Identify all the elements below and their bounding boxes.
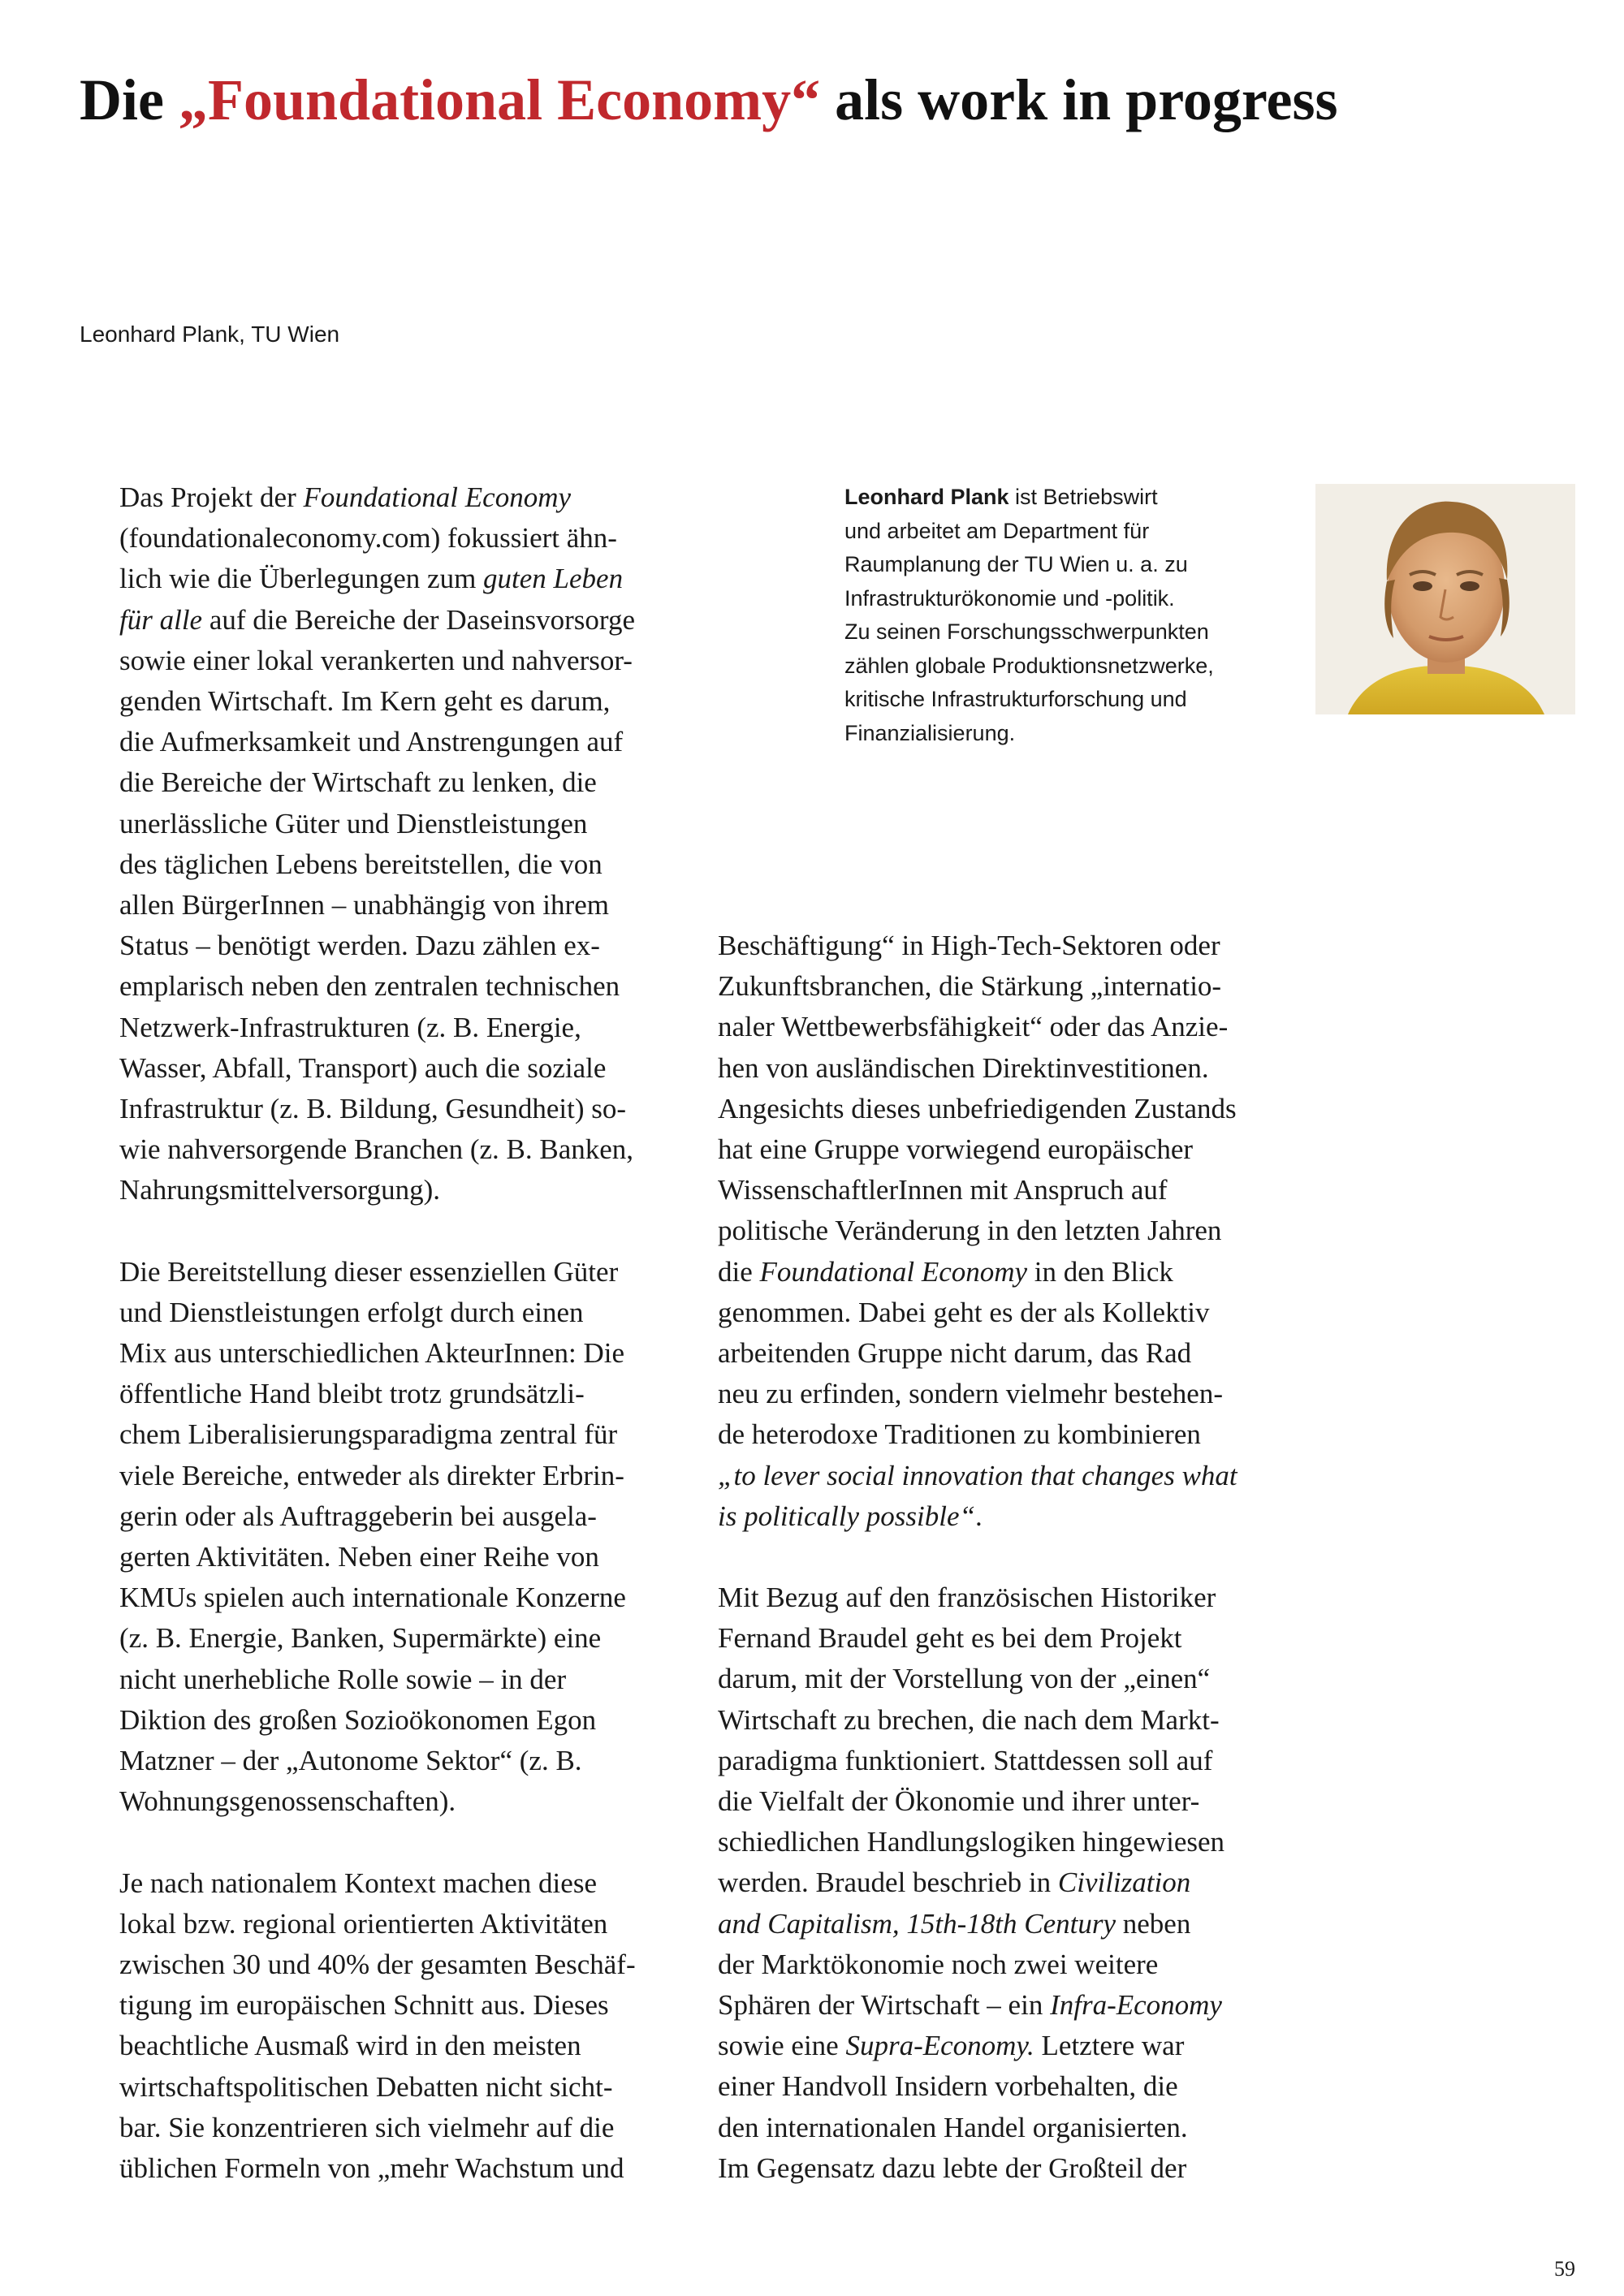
text-line: (z. B. Energie, Banken, Supermärkte) eine bbox=[119, 1622, 602, 1655]
text-line: Mit Bezug auf den französischen Historiker bbox=[718, 1582, 1216, 1614]
text-line: genommen. Dabei geht es der als Kollektiv bbox=[718, 1296, 1210, 1328]
title-prefix: Die bbox=[80, 67, 179, 132]
text-line: hen von ausländischen Direktinvestitionen. bbox=[718, 1051, 1209, 1084]
text-line: WissenschaftlerInnen mit Anspruch auf bbox=[718, 1174, 1168, 1206]
text-line: bar. Sie konzentrieren sich vielmehr auf die bbox=[119, 2111, 615, 2143]
text-line: wie nahversorgende Branchen (z. B. Banken, bbox=[119, 1133, 634, 1166]
paragraph bbox=[119, 1252, 688, 1823]
text-line: Angesichts dieses unbefriedigenden Zustands bbox=[718, 1092, 1237, 1124]
paragraph bbox=[718, 926, 1302, 1537]
text-line: Im Gegensatz dazu lebte der Großteil der bbox=[718, 2151, 1187, 2184]
text-line: Mix aus unterschiedlichen AkteurInnen: Die bbox=[119, 1337, 625, 1370]
text-line: genden Wirtschaft. Im Kern geht es darum, bbox=[119, 685, 611, 718]
text-line: darum, mit der Vorstellung von der „einen“ bbox=[718, 1663, 1211, 1695]
text-line: Fernand Braudel geht es bei dem Projekt bbox=[718, 1622, 1182, 1655]
text-line: Die Bereitstellung dieser essenziellen Güter bbox=[119, 1255, 619, 1288]
text-line: Zukunftsbranchen, die Stärkung „internatio- bbox=[718, 970, 1222, 1003]
paragraph bbox=[119, 1863, 688, 2190]
text-line: der Marktökonomie noch zwei weitere bbox=[718, 1948, 1159, 1980]
text-line: Je nach nationalem Kontext machen diese bbox=[119, 1867, 597, 1899]
left-text-column bbox=[119, 477, 688, 2189]
right-text-column bbox=[718, 926, 1302, 2189]
bio-line: Finanzialisierung. bbox=[844, 720, 1016, 745]
bio-line: Zu seinen Forschungsschwerpunkten bbox=[844, 619, 1209, 644]
text-line: zwischen 30 und 40% der gesamten Beschäf- bbox=[119, 1948, 636, 1980]
title-highlight: „Foundational Economy“ bbox=[178, 67, 821, 132]
text-line: sowie einer lokal verankerten und nahversor- bbox=[119, 644, 633, 676]
text-line: neu zu erfinden, sondern vielmehr bestehen- bbox=[718, 1378, 1223, 1410]
text-line: für alle auf die Bereiche der Daseinsvorsorge bbox=[119, 603, 635, 636]
article-title bbox=[80, 63, 1574, 136]
text-line: sowie eine Supra-Economy. Letztere war bbox=[718, 2030, 1185, 2062]
text-line: den internationalen Handel organisierten. bbox=[718, 2111, 1188, 2143]
text-line: paradigma funktioniert. Stattdessen soll auf bbox=[718, 1744, 1213, 1776]
text-line: lokal bzw. regional orientierten Aktivitäten bbox=[119, 1907, 608, 1940]
text-line: Infrastruktur (z. B. Bildung, Gesundheit) so- bbox=[119, 1093, 627, 1125]
text-line: politische Veränderung in den letzten Jahren bbox=[718, 1215, 1222, 1247]
text-line: Nahrungsmittelversorgung). bbox=[119, 1174, 440, 1206]
text-line: Status – benötigt werden. Dazu zählen ex- bbox=[119, 930, 600, 962]
text-line: allen BürgerInnen – unabhängig von ihrem bbox=[119, 889, 609, 921]
text-line: and Capitalism, 15th-18th Century neben bbox=[718, 1907, 1191, 1940]
text-line: Beschäftigung“ in High-Tech-Sektoren oder bbox=[718, 930, 1220, 961]
text-line: Diktion des großen Sozioökonomen Egon bbox=[119, 1703, 597, 1736]
text-line: Netzwerk-Infrastrukturen (z. B. Energie, bbox=[119, 1011, 581, 1043]
text-line: arbeitenden Gruppe nicht darum, das Rad bbox=[718, 1337, 1192, 1370]
text-line: üblichen Formeln von „mehr Wachstum und bbox=[119, 2151, 624, 2184]
author-bio bbox=[844, 481, 1299, 750]
text-line: hat eine Gruppe vorwiegend europäischer bbox=[718, 1133, 1194, 1166]
text-line: chem Liberalisierungsparadigma zentral für bbox=[119, 1418, 618, 1451]
bio-line: Leonhard Plank ist Betriebswirt bbox=[844, 485, 1158, 509]
paragraph bbox=[119, 477, 688, 1211]
text-line: nicht unerhebliche Rolle sowie – in der bbox=[119, 1663, 567, 1695]
text-line: beachtliche Ausmaß wird in den meisten bbox=[119, 2030, 581, 2062]
text-line: wirtschaftspolitischen Debatten nicht sicht- bbox=[119, 2070, 613, 2103]
text-line: und Dienstleistungen erfolgt durch einen bbox=[119, 1296, 584, 1328]
text-line: Wohnungsgenossenschaften). bbox=[119, 1785, 456, 1818]
text-line: naler Wettbewerbsfähigkeit“ oder das Anzie- bbox=[718, 1011, 1229, 1043]
author-portrait bbox=[1315, 484, 1575, 714]
bio-line: Raumplanung der TU Wien u. a. zu bbox=[844, 552, 1188, 576]
bio-line: Infrastrukturökonomie und -politik. bbox=[844, 585, 1175, 611]
text-line: (foundationaleconomy.com) fokussiert ähn- bbox=[119, 522, 617, 555]
text-line: unerlässliche Güter und Dienstleistungen bbox=[119, 807, 588, 839]
text-line: de heterodoxe Traditionen zu kombinieren bbox=[718, 1418, 1201, 1451]
text-line: die Foundational Economy in den Blick bbox=[718, 1255, 1173, 1288]
text-line: öffentliche Hand bleibt trotz grundsätzli- bbox=[119, 1378, 585, 1410]
bio-line: kritische Infrastrukturforschung und bbox=[844, 687, 1187, 711]
text-line: Wirtschaft zu brechen, die nach dem Markt- bbox=[718, 1703, 1220, 1736]
text-line: Matzner – der „Autonome Sektor“ (z. B. bbox=[119, 1745, 582, 1777]
author-byline: Leonhard Plank, TU Wien bbox=[80, 322, 340, 347]
text-line: Sphären der Wirtschaft – ein Infra-Economy bbox=[718, 1989, 1222, 2022]
text-line: Wasser, Abfall, Transport) auch die soziale bbox=[119, 1051, 607, 1084]
text-line: die Bereiche der Wirtschaft zu lenken, die bbox=[119, 766, 597, 799]
text-line: lich wie die Überlegungen zum guten Leben bbox=[119, 563, 624, 595]
title-suffix: als work in progress bbox=[820, 67, 1338, 132]
text-line: einer Handvoll Insidern vorbehalten, die bbox=[718, 2070, 1178, 2103]
text-line: des täglichen Lebens bereitstellen, die von bbox=[119, 848, 603, 880]
text-line: Das Projekt der Foundational Economy bbox=[119, 481, 572, 513]
text-line: viele Bereiche, entweder als direkter Erbrin- bbox=[119, 1459, 624, 1491]
bio-line: und arbeitet am Department für bbox=[844, 518, 1150, 543]
text-line: KMUs spielen auch internationale Konzerne bbox=[119, 1582, 626, 1614]
bio-line: zählen globale Produktionsnetzwerke, bbox=[844, 653, 1214, 678]
paragraph bbox=[718, 1577, 1302, 2189]
page-number: 59 bbox=[1554, 2257, 1575, 2281]
bio-name: Leonhard Plank bbox=[844, 485, 1009, 509]
text-line: „to lever social innovation that changes what bbox=[718, 1459, 1237, 1491]
text-line: emplarisch neben den zentralen technischen bbox=[119, 970, 620, 1003]
text-line: gerten Aktivitäten. Neben einer Reihe von bbox=[119, 1541, 599, 1573]
text-line: tigung im europäischen Schnitt aus. Dieses bbox=[119, 1989, 609, 2022]
text-line: die Aufmerksamkeit und Anstrengungen auf bbox=[119, 726, 624, 758]
text-line: gerin oder als Auftraggeberin bei ausgela- bbox=[119, 1500, 597, 1532]
text-line: werden. Braudel beschrieb in Civilization bbox=[718, 1867, 1191, 1899]
text-line: die Vielfalt der Ökonomie und ihrer unter- bbox=[718, 1785, 1200, 1818]
text-line: schiedlichen Handlungslogiken hingewiesen bbox=[718, 1826, 1225, 1858]
text-line: is politically possible“. bbox=[718, 1500, 983, 1532]
portrait-illustration bbox=[1315, 484, 1575, 714]
